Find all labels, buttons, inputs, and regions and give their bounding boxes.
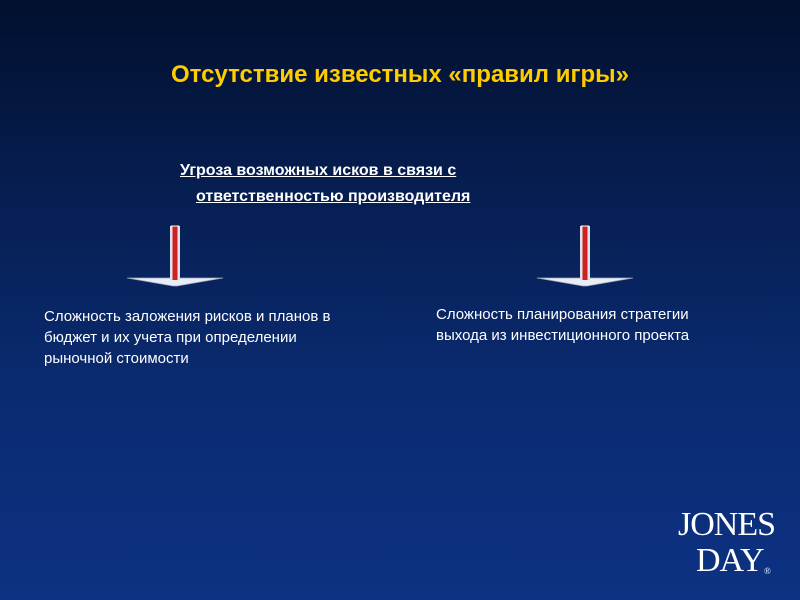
threat-heading [180,158,600,210]
jones-day-logo [672,508,782,588]
registered-mark: ® [764,566,771,576]
threat-heading-line2: ответственностью производителя [196,188,471,205]
logo-line1: JONES [678,506,776,543]
threat-heading-line1: Угроза возможных исков в связи с [180,162,457,179]
arrow-down-icon [535,224,635,288]
logo-line2: DAY [696,542,764,579]
slide-title: Отсутствие известных «правил игры» [171,61,629,88]
outcome-budget-risk: Сложность заложения рисков и планов в бюджет и их учета при определении рыночной стоимости [44,308,331,367]
outcome-exit-strategy: Сложность планирования стратегии выхода из инвестиционного проекта [436,306,690,344]
arrow-down-icon [125,224,225,288]
